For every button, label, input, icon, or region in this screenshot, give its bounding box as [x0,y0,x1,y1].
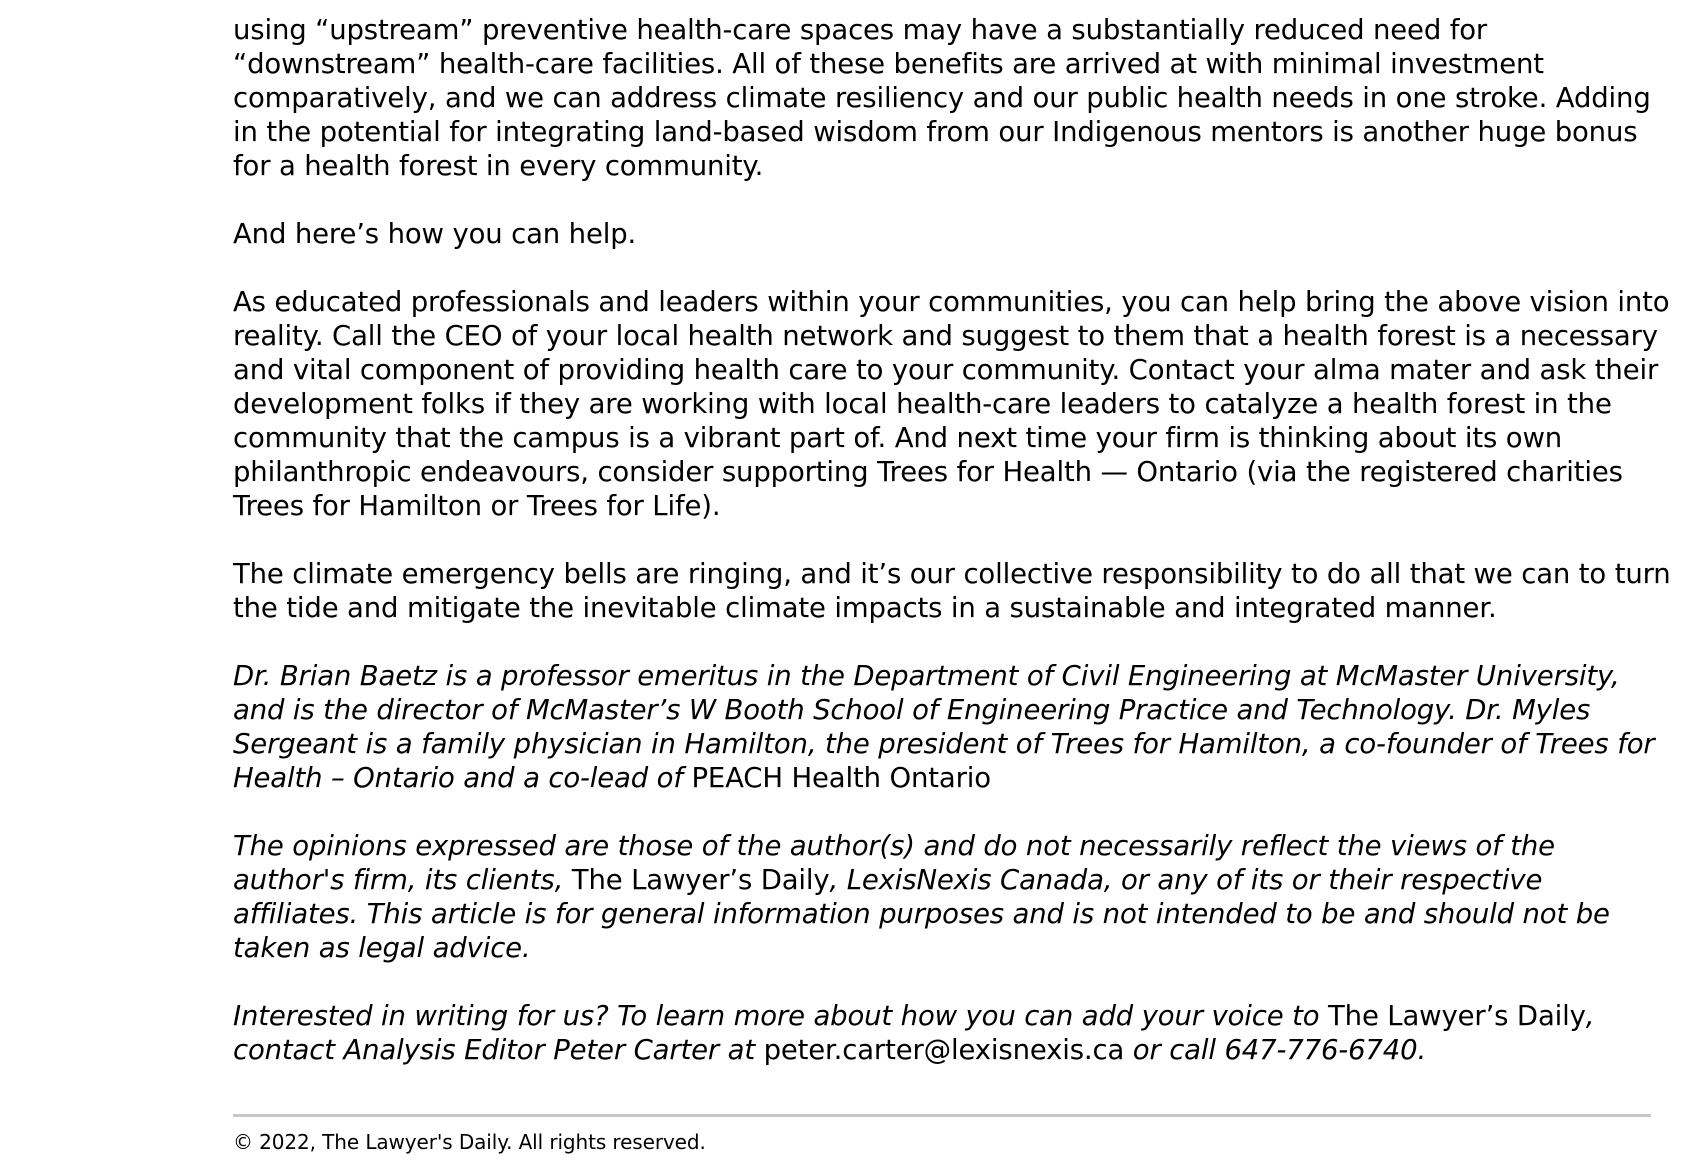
disclaimer-text: The opinions expressed are those of the author(s) and do not necessarily reflect the views of the author's firm, its clients, [233,830,1555,896]
disclaimer-comma: , [829,864,847,896]
contact-text: Interested in writing for us? To learn more about how you can add your voice to [233,1000,1329,1032]
paragraph-how-to-help: And here’s how you can help. [233,218,637,250]
publication-name: The Lawyer’s Daily [571,864,830,896]
paragraph-climate-emergency: The climate emergency bells are ringing, and it’s our collective responsibility to do all that we can to turn the tide and mitigate the inevitable climate impacts in a sustainable and integrated manner. [233,558,1671,624]
copyright-notice: © 2022, The Lawyer's Daily. All rights reserved. [233,1130,706,1154]
footer-divider [233,1114,1651,1117]
author-bio [233,659,1673,795]
organization-name: PEACH Health Ontario [691,762,991,794]
contact-phone-text: or call 647-776-6740. [1124,1034,1427,1066]
publication-name: The Lawyer’s Daily [1328,1000,1586,1032]
paragraph-benefits: using “upstream” preventive health-care spaces may have a substantially reduced need for “downstream” health-care facilities. All of these benefits are arrived at with minimal investment comparatively, and we can address climate resiliency and our public health needs in one stroke. Adding in the potential for integrating land-based wisdom from our Indigenous mentors is another huge bonus for a health forest in every community. [233,14,1651,182]
paragraph-call-to-action: As educated professionals and leaders within your communities, you can help bring the above vision into reality. Call the CEO of your local health network and suggest to them that a health forest is a necessary and vital component of providing health care to your community. Contact your alma mater and ask their development folks if they are working with local health-care leaders to catalyze a health forest in the community that the campus is a vibrant part of. And next time your firm is thinking about its own philanthropic endeavours, consider supporting Trees for Health — Ontario (via the registered charities Trees for Hamilton or Trees for Life). [233,286,1670,522]
editor-email-link[interactable]: peter.carter@lexisnexis.ca [763,1034,1125,1066]
author-bio-text: Dr. Brian Baetz is a professor emeritus in the Department of Civil Engineering at McMaster University, and is the director of McMaster’s W Booth School of Engineering Practice and Technology. Dr. Myles Sergeant is a family physician in Hamilton, the president of Trees for Hamilton, a co-founder of Trees for Health – Ontario and a co-lead of [233,660,1655,794]
article-body [233,13,1673,1067]
contact-note [233,999,1673,1067]
disclaimer [233,829,1673,965]
contact-editor-text: , contact Analysis Editor Peter Carter at [233,1000,1595,1066]
disclaimer-text-rest: LexisNexis Canada, or any of its or their respective affiliates. This article is for general information purposes and is not intended to be and should not be taken as legal advice. [233,864,1610,964]
